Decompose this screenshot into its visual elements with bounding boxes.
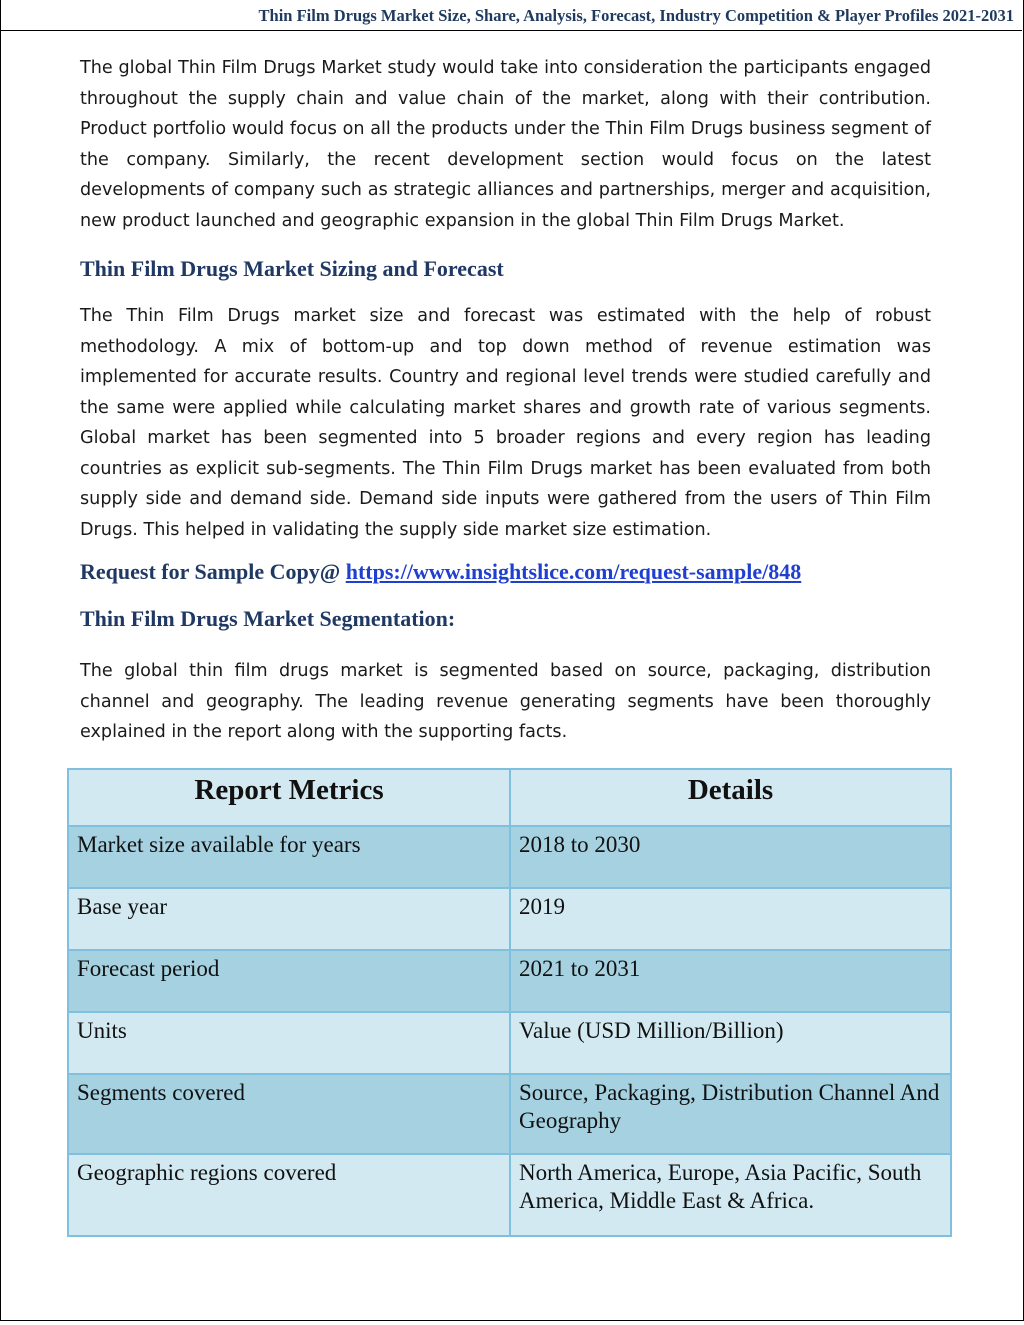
table-header-metrics: Report Metrics bbox=[68, 769, 510, 826]
table-cell-metric: Geographic regions covered bbox=[68, 1154, 510, 1236]
segmentation-paragraph: The global thin film drugs market is segmented based on source, packaging, distribution channel and geography. The leading revenue generating segments have been thoroughly explained in the report along with the supporting facts. bbox=[80, 661, 931, 742]
table-cell-metric: Base year bbox=[68, 888, 510, 950]
table-row bbox=[68, 888, 951, 950]
table-row bbox=[68, 826, 951, 888]
table-cell-metric: Forecast period bbox=[68, 950, 510, 1012]
table-cell-metric: Segments covered bbox=[68, 1074, 510, 1154]
sizing-heading: Thin Film Drugs Market Sizing and Forecast bbox=[80, 256, 504, 281]
table-cell-detail: North America, Europe, Asia Pacific, South America, Middle East & Africa. bbox=[510, 1154, 951, 1236]
table-row bbox=[68, 1074, 951, 1154]
sample-request-link[interactable]: https://www.insightslice.com/request-sample/848 bbox=[345, 559, 802, 584]
table-cell-metric: Market size available for years bbox=[68, 826, 510, 888]
sizing-paragraph: The Thin Film Drugs market size and forecast was estimated with the help of robust methodology. A mix of bottom-up and top down method of revenue estimation was implemented for accurate results. Country and regional level trends were studied carefully and the same were applied while calculating market shares and growth rate of various segments. Global market has been segmented into 5 broader regions and every region has leading countries as explicit sub-segments. The Thin Film Drugs market has been evaluated from both supply side and demand side. Demand side inputs were gathered from the users of Thin Film Drugs. This helped in validating the supply side market size estimation. bbox=[80, 306, 931, 540]
table-cell-metric: Units bbox=[68, 1012, 510, 1074]
table-row bbox=[68, 1012, 951, 1074]
segmentation-heading: Thin Film Drugs Market Segmentation: bbox=[80, 606, 456, 631]
table-header-details: Details bbox=[510, 769, 951, 826]
table-row bbox=[68, 1154, 951, 1236]
table-cell-detail: 2018 to 2030 bbox=[510, 826, 951, 888]
table-row bbox=[68, 950, 951, 1012]
table-cell-detail: Source, Packaging, Distribution Channel And Geography bbox=[510, 1074, 951, 1154]
table-header-row bbox=[68, 769, 951, 826]
table-cell-detail: Value (USD Million/Billion) bbox=[510, 1012, 951, 1074]
report-metrics-table bbox=[67, 768, 952, 1237]
intro-paragraph: The global Thin Film Drugs Market study would take into consideration the participants engaged throughout the supply chain and value chain of the market, along with their contribution. Product portfolio would focus on all the products under the Thin Film Drugs business segment of the company. Similarly, the recent development section would focus on the latest developments of company such as strategic alliances and partnerships, merger and acquisition, new product launched and geographic expansion in the global Thin Film Drugs Market. bbox=[80, 58, 931, 231]
table-cell-detail: 2019 bbox=[510, 888, 951, 950]
sample-request-label: Request for Sample Copy@ bbox=[80, 559, 346, 584]
page-header-title: Thin Film Drugs Market Size, Share, Analysis, Forecast, Industry Competition & Player Profiles 2021-2031 bbox=[0, 0, 1022, 31]
table-cell-detail: 2021 to 2031 bbox=[510, 950, 951, 1012]
sample-request-line bbox=[80, 559, 801, 585]
